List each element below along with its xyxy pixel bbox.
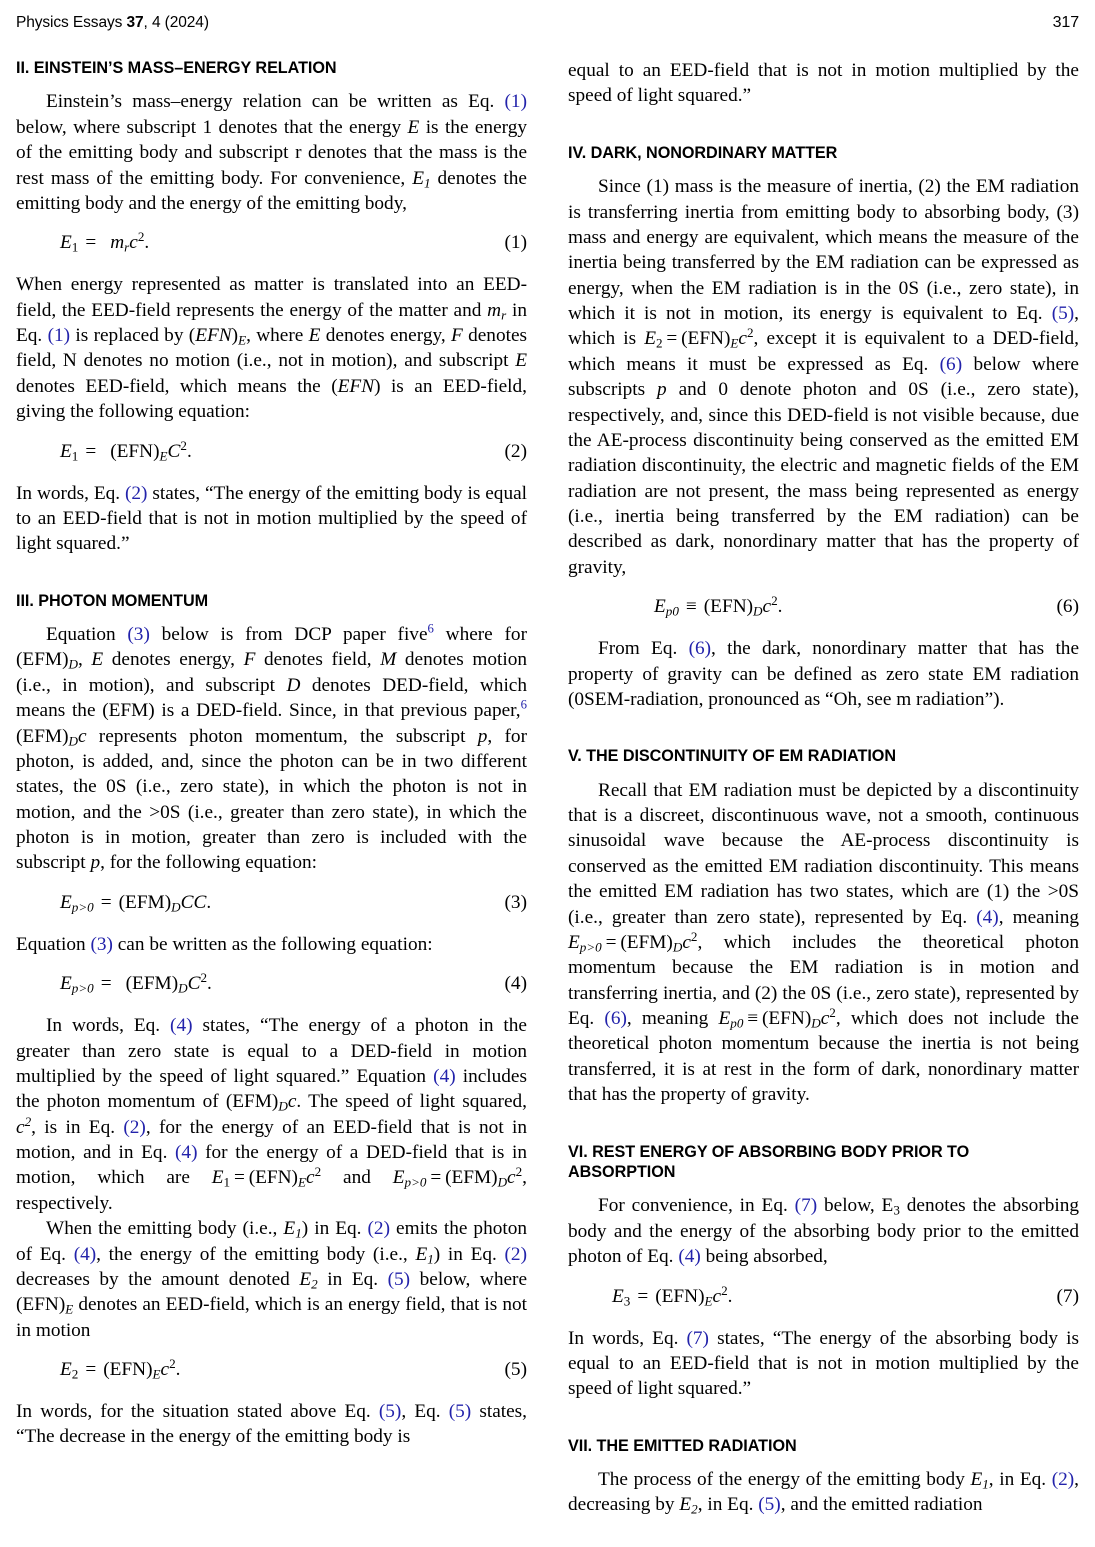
text-run: ,: [77, 649, 92, 671]
math-var-E: E: [515, 350, 527, 372]
left-column: [16, 58, 527, 1450]
equation-7-number: (7): [1056, 1285, 1079, 1307]
two-column-body: [16, 58, 1079, 1518]
text-run: below, E: [817, 1195, 894, 1217]
equation-5-number: (5): [504, 1359, 527, 1381]
eq-ref-4[interactable]: (4): [170, 1015, 193, 1037]
text-run: For convenience, in Eq.: [598, 1195, 795, 1217]
equation-1: [16, 229, 527, 256]
eq-ref-5[interactable]: (5): [378, 1401, 402, 1423]
equation-3-number: (3): [504, 891, 527, 913]
equation-2: [16, 437, 527, 465]
text-run: denotes the emitting body and the energy of the emitting body,: [16, 167, 527, 214]
section-heading-6: [568, 1142, 1079, 1183]
text-run: denotes motion (i.e., in motion), and subscript: [16, 649, 527, 696]
equation-6: [568, 593, 1079, 620]
text-run: below is from DCP paper five: [149, 624, 428, 646]
eq-ref-2[interactable]: (2): [367, 1218, 390, 1240]
text-run: When the emitting body (i.e.,: [46, 1218, 284, 1240]
eq-ref-6[interactable]: (6): [688, 638, 712, 660]
paragraph-emitting-body-decrease: [16, 1216, 527, 1343]
text-run: below where subscripts: [568, 353, 1079, 401]
text-run: denotes energy,: [103, 649, 244, 671]
eq-ref-7[interactable]: (7): [686, 1327, 709, 1349]
text-run: denotes an EED-field, which is an energy field, that is not in motion: [16, 1294, 527, 1341]
math-var-E1: $E_1$: [412, 167, 431, 191]
text-run: , which does not include the theoretical photon momentum because the inertia is not being transferred, it is at rest in the form of dark, nonordinary matter that has the property of gravity.: [568, 1008, 1079, 1106]
section-heading-3: III. PHOTON MOMENTUM: [16, 591, 209, 610]
math-var-F: F: [243, 649, 256, 671]
section-heading-5: V. THE DISCONTINUITY OF EM RADIATION: [568, 747, 896, 766]
journal-volume: 37: [126, 14, 144, 31]
math-var-E1: $E_1$: [283, 1218, 302, 1241]
text-run: , meaning: [998, 906, 1079, 928]
right-column: [568, 58, 1079, 1518]
equation-5: [16, 1356, 527, 1383]
eq-ref-4[interactable]: (4): [73, 1243, 97, 1265]
eq-ref-7[interactable]: (7): [794, 1195, 818, 1217]
math-var-c: c: [287, 1091, 297, 1113]
text-run: where for (EFM): [16, 624, 527, 671]
text-run: decreases by the amount denoted: [16, 1268, 300, 1290]
math-var-E: E: [308, 325, 321, 347]
inline-equation-Ep0-gt: $E_{p>0} = (EFM)_Dc^2$: [568, 929, 698, 955]
eq-ref-6[interactable]: (6): [939, 353, 963, 375]
text-run: Einstein’s mass–energy relation can be written as Eq.: [46, 91, 505, 113]
text-run: . The speed of light squared,: [296, 1091, 527, 1113]
eq-ref-4[interactable]: (4): [678, 1246, 701, 1268]
eq-ref-4[interactable]: (4): [433, 1065, 456, 1087]
math-var-E: E: [407, 116, 420, 138]
math-sub-D: D: [68, 657, 78, 673]
math-var-p: p: [90, 852, 101, 874]
text-run: ) in Eq.: [433, 1243, 505, 1265]
eq-ref-5[interactable]: (5): [1051, 303, 1075, 325]
math-sub-3: 3: [893, 1203, 900, 1219]
paragraph-eq3-rewrite: [16, 932, 527, 957]
text-run: can be written as the following equation:: [112, 933, 433, 955]
text-run: states, “The decrease in the energy of the emitting body is: [16, 1401, 528, 1448]
eq-ref-2[interactable]: (2): [1051, 1469, 1075, 1491]
paragraph-continuation-eq5: equal to an EED-field that is not in motion multiplied by the speed of light squared.”: [568, 60, 1079, 107]
equation-4-body: $E_{p>0} = (EFM)_DC^2$.: [60, 970, 212, 996]
text-run: , respectively.: [16, 1167, 527, 1214]
journal-issue-year: , 4 (2024): [143, 14, 209, 31]
paragraph-in-words-eq5: [16, 1399, 527, 1450]
text-run: , the dark, nonordinary matter that has the property of gravity can be defined as zero state EM radiation (0SEM-radiation, pronounced as “Oh, see m radiation”).: [568, 638, 1080, 710]
footnote-ref-6[interactable]: 6: [427, 621, 434, 636]
text-run: Since (1) mass is the measure of inertia, (2) the EM radiation is transferring inertia from emitting body to absorbing body, (3) mass and energy are equivalent, which means the measure of the inertia being transferred by the EM radiation can be expressed as energy, when the EM radiation is in the 0S (i.e., zero state), in which it is not in motion, its energy is equivalent to Eq.: [568, 176, 1079, 325]
text-run: in Eq.: [16, 299, 527, 347]
math-var-M: M: [380, 649, 397, 671]
text-run: denotes EED-field, which means the (: [16, 375, 338, 397]
eq-ref-3[interactable]: (3): [90, 933, 113, 955]
math-var-c: c: [77, 725, 87, 747]
paragraph-in-words-eq4: [16, 1013, 527, 1216]
equation-3-body: $E_{p>0} = (EFM)_DCC$.: [60, 891, 212, 915]
text-run: denotes field, N denotes no motion (i.e., not in motion), and subscript: [16, 325, 528, 372]
equation-7-body: $E_3 = (EFN)_Ec^2$.: [612, 1282, 733, 1309]
running-head: [16, 14, 1079, 32]
eq-ref-2[interactable]: (2): [123, 1116, 146, 1138]
text-run: denotes DED-field, which means the (EFM) is a DED-field. Since, in that previous paper,: [16, 674, 527, 722]
journal-name: Physics Essays: [16, 14, 123, 31]
text-run: ): [231, 325, 239, 347]
paragraph-emitted-radiation: [568, 1467, 1079, 1518]
text-run: denotes the absorbing body and the energy of the absorbing body prior to the emitted photon of Eq.: [568, 1195, 1079, 1268]
paragraph-eed-field: [16, 272, 527, 424]
text-run: , the energy of the emitting body (i.e.,: [96, 1243, 416, 1265]
text-run: ) is an EED-field, giving the following equation:: [16, 375, 527, 423]
math-EFN: EFN: [337, 375, 375, 397]
math-sub-E: E: [238, 332, 247, 348]
equation-5-body: $E_2 = (EFN)_Ec^2$.: [60, 1356, 181, 1382]
math-var-D: D: [286, 674, 301, 696]
eq-ref-1[interactable]: (1): [47, 325, 71, 347]
math-var-mr: $m_r$: [487, 299, 507, 323]
text-run: , in Eq.: [697, 1494, 759, 1516]
text-run: Recall that EM radiation must be depicted by a discontinuity that is a discreet, discontinuous wave, not a smooth, continuous sinusoidal wave because the AE-process discontinuity is conserved as the emitted EM radiation discontinuity. This means the emitted EM radiation has two states, which are (1) the >0S (i.e., greater than zero state), represented by Eq.: [568, 779, 1079, 928]
equation-7: [568, 1282, 1079, 1310]
eq-ref-2[interactable]: (2): [124, 482, 148, 504]
text-run: ) in Eq.: [301, 1218, 368, 1240]
equation-6-number: (6): [1056, 596, 1079, 618]
text-run: states, “The energy of the absorbing body is equal to an EED-field that is not in motion multiplied by the speed of light squared.”: [568, 1327, 1079, 1400]
eq-ref-5[interactable]: (5): [758, 1494, 781, 1516]
paragraph-discontinuity: [568, 778, 1079, 1108]
text-run: and: [321, 1167, 393, 1189]
text-run: in Eq.: [317, 1268, 388, 1290]
text-run: , for the following equation:: [100, 852, 317, 874]
text-run: From Eq.: [598, 638, 689, 660]
section-heading-7: VII. THE EMITTED RADIATION: [568, 1436, 797, 1455]
eq-ref-3[interactable]: (3): [127, 624, 150, 646]
equation-2-number: (2): [504, 440, 527, 462]
eq-ref-4[interactable]: (4): [175, 1142, 198, 1164]
text-run: states, “The energy of the emitting body is equal to an EED-field that is not in motion multiplied by the speed of light squared.”: [16, 482, 527, 555]
text-run: , except it is equivalent to a DED-field, which means it must be expressed as Eq.: [568, 328, 1080, 375]
equation-4: [16, 970, 527, 997]
eq-ref-5[interactable]: (5): [387, 1268, 411, 1290]
equation-6-body: $E_{p0} \equiv (EFN)_Dc^2$.: [654, 593, 783, 619]
math-sub-D: D: [68, 733, 78, 749]
equation-2-body: $E_1 = (EFN)_EC^2$.: [60, 437, 192, 464]
text-run: denotes energy,: [320, 325, 451, 347]
text-run: Equation: [16, 933, 91, 955]
text-run: , meaning: [626, 1008, 719, 1030]
text-run: , where: [246, 325, 309, 347]
text-run: , for the energy of an EED-field that is not in motion, and in Eq.: [16, 1116, 527, 1164]
math-var-p: p: [657, 379, 667, 401]
footnote-ref-6[interactable]: 6: [520, 697, 527, 712]
text-run: (EFM): [16, 725, 69, 747]
text-run: , and the emitted radiation: [780, 1494, 983, 1516]
inline-equation-Ep0: $E_{p>0} = (EFM)_Dc^2$: [392, 1164, 523, 1191]
text-run: In words, Eq.: [46, 1015, 171, 1037]
text-run: for the energy of a DED-field that is in motion, which are: [16, 1142, 527, 1189]
paragraph-in-words-eq2: [16, 481, 527, 557]
text-run: The process of the energy of the emitting body: [598, 1469, 971, 1491]
paragraph-in-words-eq7: [568, 1326, 1079, 1402]
equation-3: [16, 892, 527, 916]
section-heading-6-line1: VI. REST ENERGY OF ABSORBING BODY PRIOR TO: [568, 1142, 970, 1161]
section-heading-4: IV. DARK, NONORDINARY MATTER: [568, 143, 838, 162]
math-var-E2: $E_2$: [679, 1494, 698, 1518]
paragraph-dark-matter: [568, 174, 1079, 580]
text-run: is replaced by (: [70, 325, 196, 347]
text-run: being absorbed,: [700, 1246, 828, 1268]
paragraph-from-eq6: [568, 636, 1079, 712]
text-run: In words, Eq.: [568, 1327, 687, 1349]
math-sub-D: D: [278, 1098, 288, 1114]
text-run: represents photon momentum, the subscript: [86, 725, 478, 747]
section-heading-6-line2: ABSORPTION: [568, 1162, 676, 1181]
text-run: , for photon, is added, and, since the photon can be in two different states, the 0S (i.e., zero state), in which the photon is not in motion, and the >0S (i.e., greater than zero state), in which the photon is in motion, greater than zero is included with the subscript: [16, 725, 527, 874]
text-run: , in Eq.: [988, 1469, 1052, 1491]
eq-ref-1[interactable]: (1): [504, 91, 527, 113]
text-run: and 0 denote photon and 0S (i.e., zero state), respectively, and, since this DED-field is not visible because, due the AE-process discontinuity being conserved as the emitted EM radiation discontinuity, the electric and magnetic fields of the EM radiation are not present, the mass being represented as energy (i.e., inertia being transferred by the EM radiation) can be described as dark, nonordinary matter that has the property of gravity,: [568, 379, 1079, 578]
math-var-E1: $E_1$: [415, 1243, 434, 1267]
text-run: In words, Eq.: [16, 482, 125, 504]
inline-equation-E1: $E_1 = (EFN)_Ec^2$: [211, 1164, 322, 1191]
math-var-E1: $E_1$: [970, 1469, 989, 1492]
text-run: is the energy of the emitting body and subscript r denotes that the mass is the rest mass of the emitting body. For convenience,: [16, 116, 527, 189]
equation-1-number: (1): [504, 232, 527, 254]
eq-ref-5[interactable]: (5): [448, 1401, 472, 1423]
math-sub-E: E: [65, 1301, 74, 1317]
text-run: states, “The energy of a photon in the greater than zero state is equal to a DED-field in motion multiplied by the speed of light squared.” Equation: [16, 1015, 527, 1087]
math-EFN: EFN: [195, 325, 232, 347]
text-run: , which is: [568, 303, 1079, 350]
inline-equation-Ep0-zero: $E_{p0} \equiv (EFN)_Dc^2$: [718, 1005, 836, 1031]
equation-4-number: (4): [504, 973, 527, 995]
eq-ref-4[interactable]: (4): [976, 906, 999, 928]
eq-ref-6[interactable]: (6): [604, 1008, 627, 1030]
text-run: below, where (EFN): [16, 1268, 527, 1316]
text-run: , which includes the theoretical photon momentum because the EM radiation is in motion and transferring inertia, and (2) the 0S (i.e., zero state), represented by Eq.: [568, 931, 1079, 1030]
text-run: , Eq.: [401, 1401, 449, 1423]
paragraph-photon-momentum: [16, 622, 527, 876]
math-var-p: p: [477, 725, 488, 747]
text-run: includes the photon momentum of (EFM): [16, 1065, 527, 1113]
paragraph-einstein-relation: [16, 89, 527, 216]
text-run: below, where subscript 1 denotes that the energy: [16, 116, 408, 138]
section-heading-2: II. EINSTEIN’S MASS–ENERGY RELATION: [16, 59, 337, 77]
math-var-E2: $E_2$: [299, 1268, 318, 1292]
eq-ref-2[interactable]: (2): [504, 1243, 527, 1265]
equation-1-body: $E_1 = m_rc^2$.: [60, 229, 150, 255]
page-number: 317: [1052, 14, 1079, 31]
running-head-journal: [16, 14, 209, 32]
text-run: Equation: [46, 624, 128, 646]
text-run: , decreasing by: [568, 1469, 1079, 1516]
text-run: , is in Eq.: [31, 1116, 124, 1138]
math-var-E: E: [91, 649, 104, 671]
text-run: When energy represented as matter is translated into an EED-field, the EED-field represents the energy of the matter and: [16, 274, 527, 321]
text-run: denotes field,: [255, 649, 381, 671]
math-var-F: F: [451, 325, 463, 347]
text-run: In words, for the situation stated above Eq.: [16, 1401, 379, 1423]
inline-equation-E2: $E_2 = (EFN)_Ec^2$: [644, 325, 754, 352]
math-c-squared: $c^2$: [16, 1113, 32, 1138]
paragraph-rest-energy: [568, 1193, 1079, 1269]
text-run: emits the photon of Eq.: [16, 1218, 527, 1265]
